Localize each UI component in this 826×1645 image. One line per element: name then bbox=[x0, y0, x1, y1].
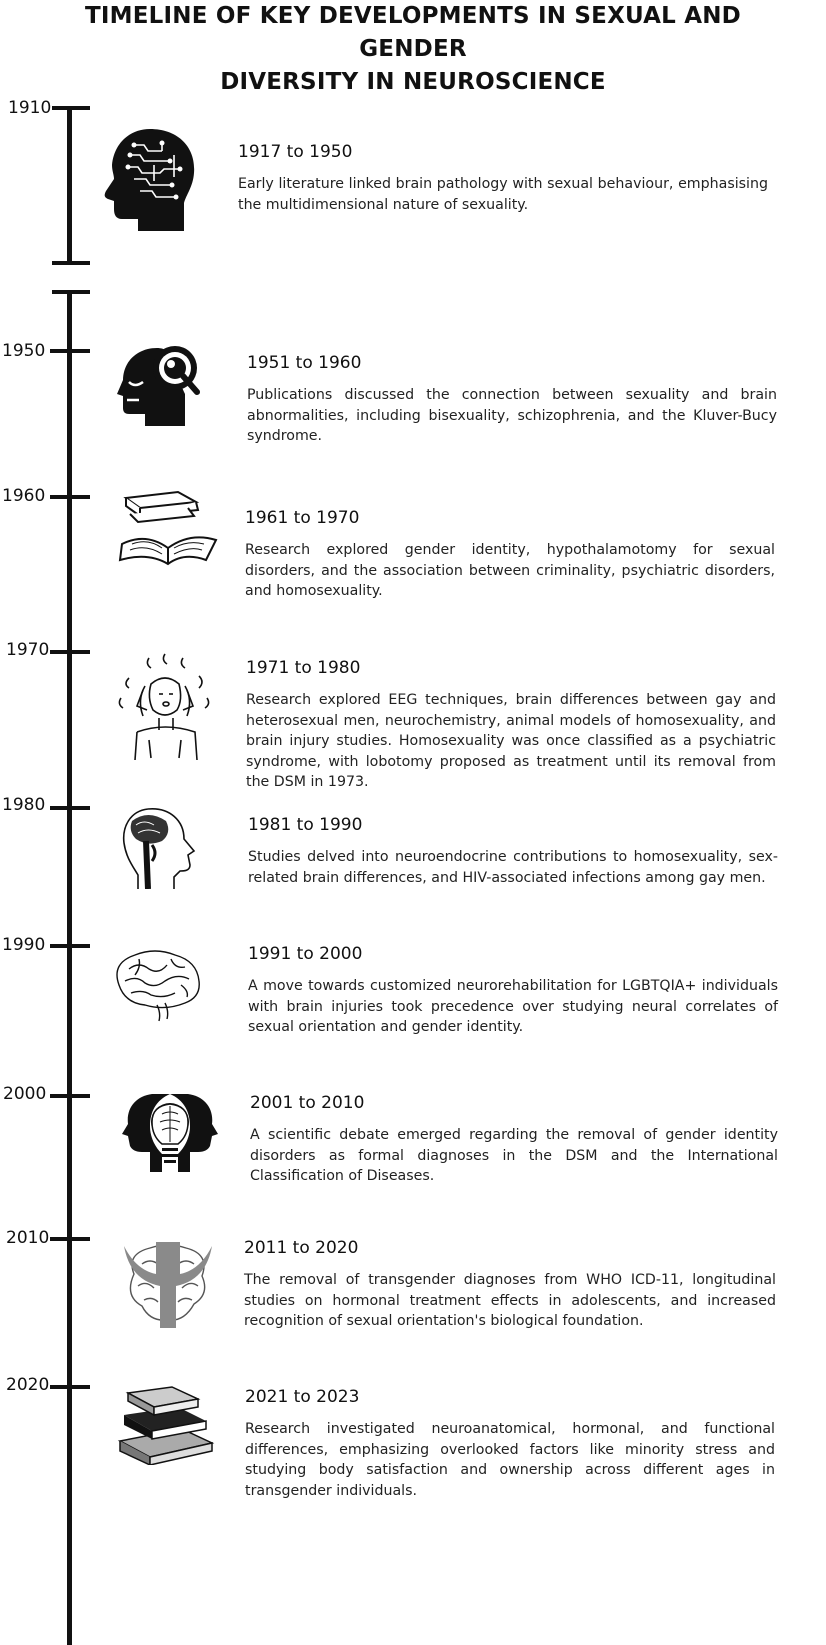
timeline-cap bbox=[52, 106, 90, 110]
year-label-1970: 1970 bbox=[6, 640, 50, 660]
tick-1970 bbox=[50, 650, 90, 654]
book-stack-icon bbox=[112, 1385, 216, 1465]
entry-period: 1917 to 1950 bbox=[238, 142, 353, 162]
books-icon bbox=[118, 490, 218, 570]
brain-sketch-icon bbox=[105, 945, 205, 1023]
timeline-entry bbox=[250, 1093, 778, 1187]
tick-1990 bbox=[50, 944, 90, 948]
distressed-person-icon bbox=[115, 650, 215, 762]
year-label-2000: 2000 bbox=[3, 1084, 47, 1104]
head-section-icon bbox=[118, 805, 200, 889]
entry-period: 1951 to 1960 bbox=[247, 353, 362, 373]
year-label-1990: 1990 bbox=[2, 935, 46, 955]
entry-text: Research investigated neuroanatomical, hormonal, and functional differences, emphasizing overlooked factors like minority stress and studying body satisfaction and ownership across different ages in transgender individuals. bbox=[245, 1421, 775, 1499]
year-label-2010: 2010 bbox=[6, 1228, 50, 1248]
timeline-entry bbox=[244, 1238, 776, 1332]
timeline-entry bbox=[246, 658, 776, 793]
entry-text: Research explored EEG techniques, brain differences between gay and heterosexual men, neurochemistry, animal models of homosexuality, and brain injury studies. Homosexuality was once classified as a psychiatric syndrome, with lobotomy proposed as treatment until its removal from the DSM in 1973. bbox=[246, 692, 776, 790]
bulb-faces-icon bbox=[122, 1092, 218, 1174]
title-line-2: DIVERSITY IN NEUROSCIENCE bbox=[220, 69, 606, 95]
entry-text: The removal of transgender diagnoses from WHO ICD-11, longitudinal studies on hormonal treatment effects in adolescents, and increased recognition of sexual orientation's biological foundation. bbox=[244, 1272, 776, 1329]
tick-1960 bbox=[50, 495, 90, 499]
brain-circuit-head-icon bbox=[100, 125, 200, 233]
tick-1980 bbox=[50, 806, 90, 810]
entry-text: Early literature linked brain pathology with sexual behaviour, emphasising the multidimensional nature of sexuality. bbox=[238, 176, 768, 213]
entry-period: 2001 to 2010 bbox=[250, 1093, 365, 1113]
year-label-1980: 1980 bbox=[2, 795, 46, 815]
year-label-1910: 1910 bbox=[8, 98, 52, 118]
tick-1950 bbox=[50, 349, 90, 353]
timeline-entry bbox=[238, 142, 768, 215]
entry-period: 2021 to 2023 bbox=[245, 1387, 360, 1407]
entry-text: Research explored gender identity, hypothalamotomy for sexual disorders, and the association between criminality, psychiatric disorders, and homosexuality. bbox=[245, 542, 775, 599]
entry-text: A scientific debate emerged regarding the removal of gender identity disorders as formal diagnoses in the DSM and the International Classification of Diseases. bbox=[250, 1127, 778, 1184]
entry-text: Studies delved into neuroendocrine contributions to homosexuality, sex-related brain differences, and HIV-associated infections among gay men. bbox=[248, 849, 778, 886]
timeline-entry bbox=[245, 1387, 775, 1501]
entry-text: A move towards customized neurorehabilitation for LGBTQIA+ individuals with brain injuries took precedence over studying neural correlates of sexual orientation and gender identity. bbox=[248, 978, 778, 1035]
entry-period: 2011 to 2020 bbox=[244, 1238, 359, 1258]
timeline-entry bbox=[247, 353, 777, 447]
tick-2010 bbox=[50, 1237, 90, 1241]
entry-period: 1981 to 1990 bbox=[248, 815, 363, 835]
timeline-entry bbox=[245, 508, 775, 602]
timeline-entry bbox=[248, 944, 778, 1038]
head-magnifier-icon bbox=[115, 342, 205, 428]
year-label-1960: 1960 bbox=[2, 486, 46, 506]
timeline-axis-upper bbox=[67, 108, 72, 263]
psi-brain-icon bbox=[120, 1240, 216, 1330]
timeline-entry bbox=[248, 815, 778, 888]
entry-period: 1991 to 2000 bbox=[248, 944, 363, 964]
page-title bbox=[30, 0, 796, 99]
year-label-1950: 1950 bbox=[2, 341, 46, 361]
title-line-1: TIMELINE OF KEY DEVELOPMENTS IN SEXUAL AND GENDER bbox=[85, 3, 741, 62]
entry-period: 1961 to 1970 bbox=[245, 508, 360, 528]
timeline-cap bbox=[52, 261, 90, 265]
tick-2020 bbox=[50, 1385, 90, 1389]
year-label-2020: 2020 bbox=[6, 1375, 50, 1395]
entry-text: Publications discussed the connection between sexuality and brain abnormalities, including bisexuality, schizophrenia, and the Kluver-Bucy syndrome. bbox=[247, 387, 777, 444]
tick-2000 bbox=[50, 1094, 90, 1098]
entry-period: 1971 to 1980 bbox=[246, 658, 361, 678]
